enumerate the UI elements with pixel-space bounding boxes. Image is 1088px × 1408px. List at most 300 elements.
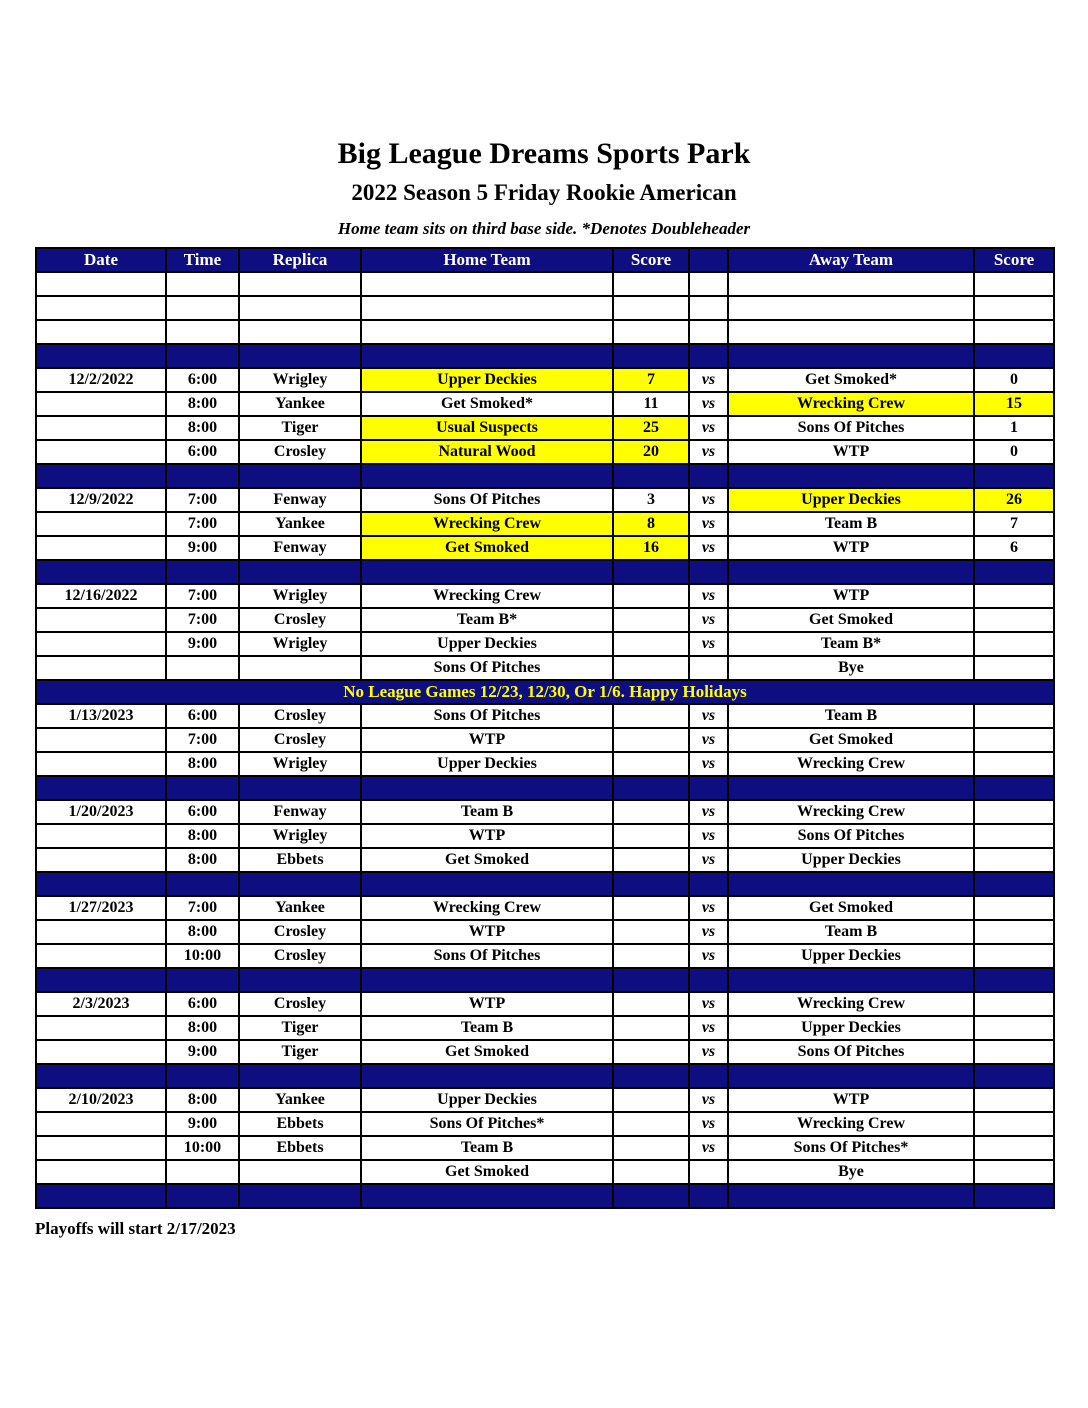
date-cell [36,944,166,968]
date-cell [36,632,166,656]
home-score-cell [613,584,689,608]
home-score-cell [613,272,689,296]
replica-cell [239,1064,361,1088]
away-team-cell [728,776,974,800]
away-team-cell: Get Smoked [728,608,974,632]
date-cell [36,1184,166,1208]
vs-cell [689,872,728,896]
away-team-cell: Team B [728,920,974,944]
home-score-cell [613,656,689,680]
away-score-cell [974,728,1054,752]
time-cell [166,320,239,344]
away-score-cell: 1 [974,416,1054,440]
time-cell: 7:00 [166,584,239,608]
away-score-cell [974,632,1054,656]
date-cell: 12/9/2022 [36,488,166,512]
replica-cell: Fenway [239,800,361,824]
time-cell: 10:00 [166,1136,239,1160]
home-score-cell [613,632,689,656]
game-row [36,1016,1054,1040]
empty-row [36,320,1054,344]
home-team-cell: Upper Deckies [361,752,613,776]
time-cell: 8:00 [166,920,239,944]
away-team-cell [728,272,974,296]
time-cell [166,1184,239,1208]
time-cell: 7:00 [166,608,239,632]
vs-cell: vs [689,1016,728,1040]
home-team-cell [361,1184,613,1208]
vs-cell [689,464,728,488]
date-cell [36,1112,166,1136]
away-team-cell [728,344,974,368]
replica-cell: Ebbets [239,1136,361,1160]
replica-cell: Yankee [239,896,361,920]
replica-cell: Wrigley [239,752,361,776]
date-cell [36,848,166,872]
date-cell [36,752,166,776]
game-row [36,416,1054,440]
vs-cell: vs [689,920,728,944]
replica-cell: Tiger [239,1016,361,1040]
home-score-cell [613,608,689,632]
home-team-cell: Usual Suspects [361,416,613,440]
date-cell [36,536,166,560]
away-team-cell [728,296,974,320]
replica-cell: Crosley [239,704,361,728]
home-team-cell: Wrecking Crew [361,584,613,608]
time-cell: 8:00 [166,752,239,776]
away-team-cell [728,1064,974,1088]
away-team-cell [728,320,974,344]
date-cell [36,872,166,896]
home-score-cell [613,896,689,920]
home-score-cell: 20 [613,440,689,464]
date-cell [36,968,166,992]
away-score-cell [974,560,1054,584]
time-cell: 6:00 [166,992,239,1016]
date-cell [36,512,166,536]
away-score-cell [974,1088,1054,1112]
vs-cell: vs [689,488,728,512]
game-row [36,1088,1054,1112]
home-team-cell [361,872,613,896]
time-cell: 7:00 [166,896,239,920]
game-row [36,1160,1054,1184]
vs-cell: vs [689,752,728,776]
home-team-cell: Get Smoked [361,1040,613,1064]
away-score-cell [974,1016,1054,1040]
home-team-note: Home team sits on third base side. *Denotes Doubleheader [337,218,751,238]
time-cell: 9:00 [166,632,239,656]
home-score-cell: 8 [613,512,689,536]
replica-cell [239,968,361,992]
away-score-cell [974,344,1054,368]
replica-cell: Wrigley [239,632,361,656]
home-score-cell [613,992,689,1016]
vs-cell [689,320,728,344]
game-row [36,920,1054,944]
home-team-cell: WTP [361,992,613,1016]
replica-cell [239,464,361,488]
away-team-cell: Bye [728,1160,974,1184]
vs-cell: vs [689,848,728,872]
time-cell: 9:00 [166,1112,239,1136]
home-score-cell [613,1040,689,1064]
away-team-cell: Upper Deckies [728,848,974,872]
date-cell [36,776,166,800]
away-score-cell [974,704,1054,728]
home-team-cell [361,560,613,584]
away-team-cell: WTP [728,536,974,560]
replica-cell: Tiger [239,416,361,440]
home-score-cell [613,704,689,728]
away-score-cell [974,968,1054,992]
away-score-cell: 26 [974,488,1054,512]
replica-cell: Fenway [239,536,361,560]
vs-cell: vs [689,1040,728,1064]
home-team-cell [361,344,613,368]
time-cell [166,656,239,680]
home-team-cell: Get Smoked [361,848,613,872]
home-team-cell: Sons Of Pitches [361,488,613,512]
date-cell [36,824,166,848]
vs-cell: vs [689,392,728,416]
time-cell [166,968,239,992]
vs-cell: vs [689,704,728,728]
game-row [36,944,1054,968]
home-score-cell [613,1184,689,1208]
time-cell: 7:00 [166,512,239,536]
separator-row [36,1064,1054,1088]
replica-cell: Crosley [239,992,361,1016]
game-row [36,536,1054,560]
date-cell [36,440,166,464]
time-cell: 7:00 [166,728,239,752]
replica-cell: Crosley [239,728,361,752]
away-score-cell [974,1040,1054,1064]
date-cell [36,1016,166,1040]
home-team-cell: Sons Of Pitches [361,704,613,728]
vs-cell: vs [689,512,728,536]
away-team-cell [728,464,974,488]
time-cell: 8:00 [166,1016,239,1040]
home-team-cell: Team B [361,1136,613,1160]
header-row [36,248,1054,272]
home-score-cell [613,752,689,776]
away-team-cell [728,560,974,584]
time-cell: 8:00 [166,416,239,440]
away-team-cell [728,1184,974,1208]
separator-row [36,464,1054,488]
replica-cell: Crosley [239,920,361,944]
time-cell: 6:00 [166,440,239,464]
vs-cell: vs [689,824,728,848]
away-team-cell: WTP [728,1088,974,1112]
home-score-cell [613,824,689,848]
away-team-cell: Bye [728,656,974,680]
date-cell [36,1136,166,1160]
away-score-cell [974,872,1054,896]
date-cell [36,1160,166,1184]
away-team-cell: Team B* [728,632,974,656]
vs-cell [689,560,728,584]
date-cell: 2/10/2023 [36,1088,166,1112]
away-team-cell: Wrecking Crew [728,992,974,1016]
date-cell [36,920,166,944]
away-score-cell [974,272,1054,296]
vs-cell: vs [689,536,728,560]
time-cell [166,776,239,800]
home-score-cell [613,968,689,992]
away-score-cell: 15 [974,392,1054,416]
away-team-cell: Sons Of Pitches* [728,1136,974,1160]
separator-row [36,872,1054,896]
vs-cell [689,968,728,992]
vs-cell: vs [689,992,728,1016]
home-score-cell: 11 [613,392,689,416]
empty-row [36,272,1054,296]
away-score-cell: 0 [974,368,1054,392]
game-row [36,584,1054,608]
game-row [36,392,1054,416]
replica-cell [239,320,361,344]
game-row [36,632,1054,656]
separator-row [36,1184,1054,1208]
time-cell: 6:00 [166,704,239,728]
away-score-cell [974,320,1054,344]
time-cell: 6:00 [166,800,239,824]
game-row [36,1136,1054,1160]
vs-cell [689,344,728,368]
replica-cell: Wrigley [239,824,361,848]
vs-cell [689,1160,728,1184]
home-score-cell [613,560,689,584]
home-score-cell [613,344,689,368]
away-team-cell: Upper Deckies [728,944,974,968]
away-team-cell: Team B [728,704,974,728]
home-team-cell: Sons Of Pitches* [361,1112,613,1136]
away-score-cell [974,656,1054,680]
date-cell [36,608,166,632]
date-cell [36,1040,166,1064]
replica-cell [239,272,361,296]
away-team-cell: Wrecking Crew [728,800,974,824]
away-score-cell [974,1184,1054,1208]
home-team-cell: Upper Deckies [361,632,613,656]
away-score-cell [974,992,1054,1016]
away-team-cell: Upper Deckies [728,1016,974,1040]
replica-cell: Crosley [239,944,361,968]
vs-cell [689,272,728,296]
away-team-cell: Sons Of Pitches [728,416,974,440]
time-cell: 9:00 [166,1040,239,1064]
game-row [36,992,1054,1016]
away-team-cell: Wrecking Crew [728,1112,974,1136]
away-score-cell [974,1064,1054,1088]
header-date: Date [36,248,166,272]
playoffs-note: Playoffs will start 2/17/2023 [35,1218,236,1238]
home-team-cell: Team B* [361,608,613,632]
replica-cell: Ebbets [239,848,361,872]
header-away-score: Score [974,248,1054,272]
game-row [36,896,1054,920]
date-cell: 12/2/2022 [36,368,166,392]
date-cell: 1/27/2023 [36,896,166,920]
replica-cell: Fenway [239,488,361,512]
home-team-cell [361,296,613,320]
away-score-cell [974,920,1054,944]
time-cell: 8:00 [166,392,239,416]
game-row [36,1112,1054,1136]
time-cell: 7:00 [166,488,239,512]
date-cell [36,656,166,680]
time-cell [166,560,239,584]
vs-cell [689,1184,728,1208]
home-score-cell [613,1112,689,1136]
away-team-cell: Wrecking Crew [728,392,974,416]
vs-cell [689,1064,728,1088]
home-team-cell: Get Smoked [361,536,613,560]
holiday-banner: No League Games 12/23, 12/30, Or 1/6. Happy Holidays [36,680,1054,704]
home-team-cell: Natural Wood [361,440,613,464]
replica-cell: Ebbets [239,1112,361,1136]
vs-cell [689,296,728,320]
vs-cell: vs [689,1112,728,1136]
replica-cell: Yankee [239,512,361,536]
replica-cell [239,296,361,320]
vs-cell: vs [689,608,728,632]
away-score-cell [974,1136,1054,1160]
away-score-cell [974,296,1054,320]
date-cell [36,464,166,488]
home-score-cell [613,848,689,872]
home-score-cell: 16 [613,536,689,560]
home-score-cell [613,920,689,944]
time-cell: 8:00 [166,824,239,848]
vs-cell: vs [689,416,728,440]
date-cell [36,344,166,368]
home-team-cell: Team B [361,1016,613,1040]
away-score-cell [974,944,1054,968]
home-score-cell [613,800,689,824]
game-row [36,800,1054,824]
page-subtitle: 2022 Season 5 Friday Rookie American [351,179,737,205]
time-cell [166,272,239,296]
game-row [36,440,1054,464]
home-score-cell: 3 [613,488,689,512]
home-score-cell [613,1016,689,1040]
time-cell: 8:00 [166,1088,239,1112]
home-team-cell: Upper Deckies [361,368,613,392]
game-row [36,656,1054,680]
time-cell [166,296,239,320]
home-score-cell: 25 [613,416,689,440]
away-score-cell [974,1160,1054,1184]
away-team-cell: Upper Deckies [728,488,974,512]
game-row [36,512,1054,536]
away-team-cell: Get Smoked [728,896,974,920]
vs-cell: vs [689,728,728,752]
away-team-cell: Sons Of Pitches [728,824,974,848]
vs-cell [689,656,728,680]
replica-cell [239,776,361,800]
header-vs [689,248,728,272]
replica-cell [239,872,361,896]
home-team-cell: Get Smoked [361,1160,613,1184]
replica-cell: Crosley [239,440,361,464]
header-home-team: Home Team [361,248,613,272]
vs-cell: vs [689,1088,728,1112]
home-team-cell: WTP [361,824,613,848]
home-score-cell [613,1064,689,1088]
time-cell: 9:00 [166,536,239,560]
home-team-cell: Sons Of Pitches [361,656,613,680]
away-team-cell: Wrecking Crew [728,752,974,776]
home-team-cell: Wrecking Crew [361,512,613,536]
away-score-cell [974,1112,1054,1136]
away-score-cell: 7 [974,512,1054,536]
vs-cell: vs [689,896,728,920]
away-team-cell: Get Smoked [728,728,974,752]
schedule-table [35,247,1055,1209]
game-row [36,752,1054,776]
date-cell [36,272,166,296]
replica-cell [239,560,361,584]
separator-row [36,560,1054,584]
date-cell [36,416,166,440]
vs-cell: vs [689,1136,728,1160]
date-cell [36,296,166,320]
separator-row [36,968,1054,992]
away-score-cell [974,848,1054,872]
home-score-cell [613,296,689,320]
away-score-cell [974,896,1054,920]
away-score-cell [974,752,1054,776]
time-cell [166,1160,239,1184]
away-team-cell: WTP [728,584,974,608]
time-cell: 8:00 [166,848,239,872]
replica-cell: Wrigley [239,368,361,392]
home-score-cell [613,944,689,968]
home-score-cell [613,776,689,800]
home-team-cell [361,776,613,800]
home-team-cell: Wrecking Crew [361,896,613,920]
away-team-cell [728,872,974,896]
empty-row [36,296,1054,320]
separator-row [36,776,1054,800]
time-cell [166,344,239,368]
home-team-cell: WTP [361,920,613,944]
replica-cell [239,656,361,680]
vs-cell: vs [689,632,728,656]
home-score-cell [613,320,689,344]
header-time: Time [166,248,239,272]
home-team-cell [361,968,613,992]
time-cell: 10:00 [166,944,239,968]
replica-cell: Crosley [239,608,361,632]
replica-cell: Tiger [239,1040,361,1064]
home-score-cell [613,728,689,752]
vs-cell: vs [689,944,728,968]
header-home-score: Score [613,248,689,272]
away-score-cell: 0 [974,440,1054,464]
date-cell [36,1064,166,1088]
header-away-team: Away Team [728,248,974,272]
away-team-cell: Sons Of Pitches [728,1040,974,1064]
away-score-cell [974,824,1054,848]
time-cell [166,1064,239,1088]
away-score-cell [974,584,1054,608]
